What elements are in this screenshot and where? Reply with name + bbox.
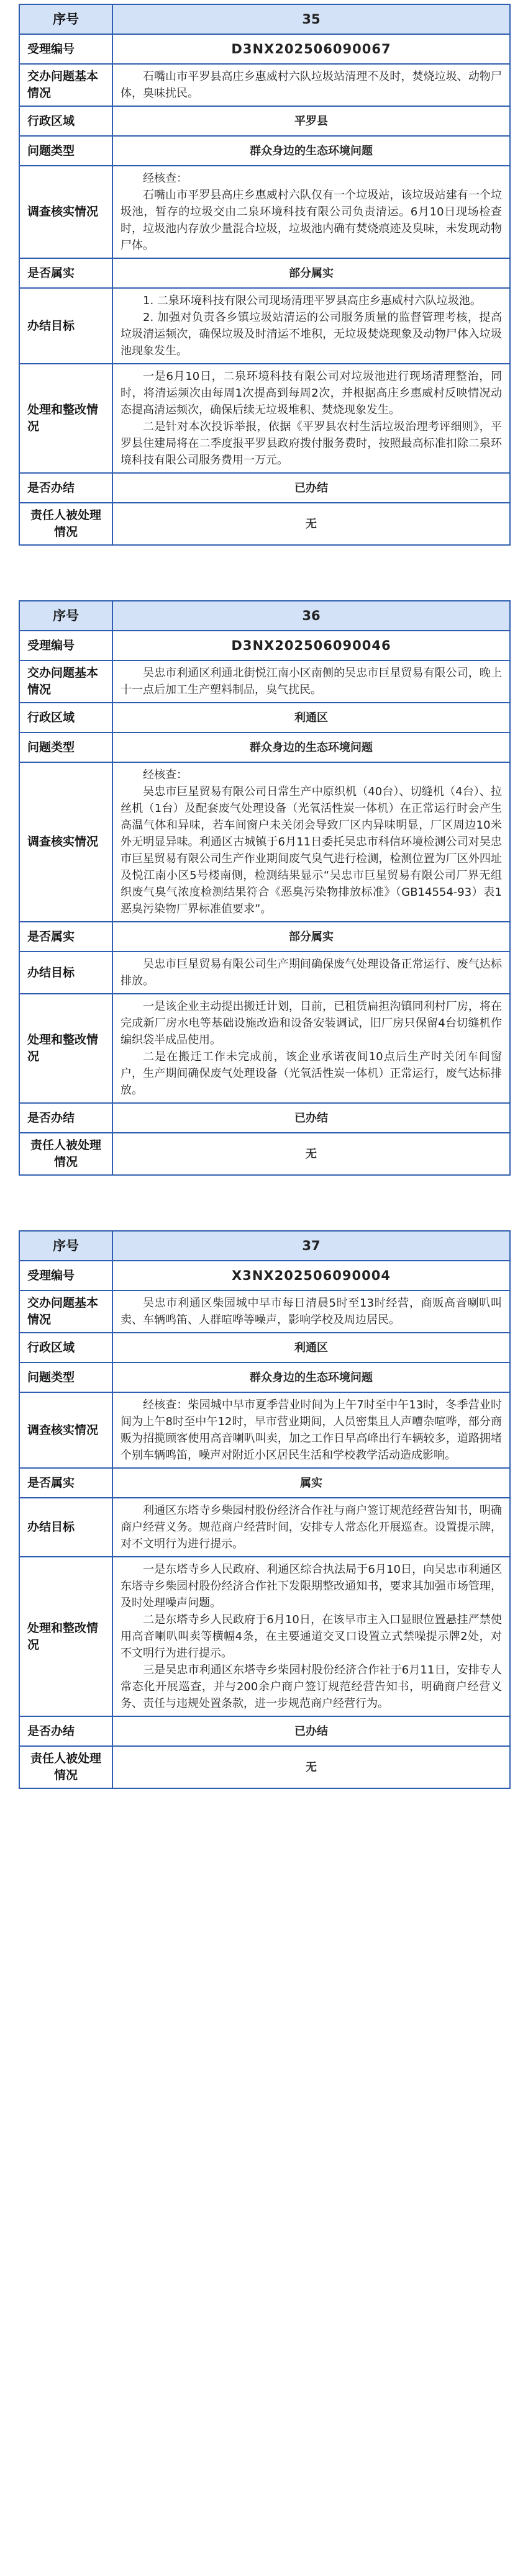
value-accountable: 无 <box>112 503 510 545</box>
label-goal: 办结目标 <box>19 288 112 364</box>
row-seq <box>19 4 510 34</box>
value-verify <box>112 166 510 258</box>
process-text: 二是针对本次投诉举报，依据《平罗县农村生活垃圾治理考评细则》，平罗县住建局将在二季度报平罗县政府拨付服务费时，按照最高标准扣除二泉环境科技有限公司服务费用一万元。 <box>121 420 502 467</box>
value-verify <box>112 762 510 922</box>
value-basic <box>112 660 510 703</box>
label-code: 受理编号 <box>19 1261 112 1290</box>
verify-text: 石嘴山市平罗县高庄乡惠威村六队仅有一个垃圾站，该垃圾站建有一个垃圾池，暂存的垃圾交由二泉环境科技有限公司负责清运。6月10日现场检查时，垃圾池内存放少量混合垃圾，垃圾池内确有焚烧痕迹及臭味，未发现动物尸体。 <box>121 189 502 252</box>
goal-text: 1. 二泉环境科技有限公司现场清理平罗县高庄乡惠威村六队垃圾池。 <box>143 294 481 307</box>
process-text: 一是6月10日，二泉环境科技有限公司对垃圾池进行现场清理整治，同时，将清运频次由每周1次提高到每周2次，并根据高庄乡惠威村反映情况动态提高清运频次，确保后续无垃圾堆积、焚烧现象发生。 <box>121 370 502 417</box>
row-code <box>19 34 510 64</box>
label-region: 行政区域 <box>19 106 112 136</box>
verify-text: 经核查：柴园城中早市夏季营业时间为上午7时至中午13时，冬季营业时间为上午8时至中午12时，早市营业期间，人员密集且人声嘈杂喧哗，部分商贩为招揽顾客使用高音喇叭叫卖，加之工作日早高峰出行车辆较多，道路拥堵个别车辆鸣笛，噪声对附近小区居民生活和学校教学活动造成影响。 <box>121 1398 502 1462</box>
row-goal <box>19 952 510 994</box>
label-is-done: 是否办结 <box>19 1716 112 1746</box>
value-verify <box>112 1392 510 1468</box>
label-verify: 调查核实情况 <box>19 166 112 258</box>
label-verify: 调查核实情况 <box>19 1392 112 1468</box>
value-region: 平罗县 <box>112 106 510 136</box>
label-basic: 交办问题基本情况 <box>19 64 112 106</box>
label-type: 问题类型 <box>19 136 112 166</box>
row-code <box>19 1261 510 1290</box>
value-process <box>112 994 510 1103</box>
process-text: 三是吴忠市利通区东塔寺乡柴园村股份经济合作社于6月11日，安排专人常态化开展巡查，并与200余户商户签订规范经营告知书，明确商户经营义务、责任与违规处置条款，进一步规范商户经营行为。 <box>121 1664 502 1710</box>
label-code: 受理编号 <box>19 631 112 660</box>
row-accountable <box>19 503 510 545</box>
value-basic <box>112 1290 510 1333</box>
process-text: 二是在搬迁工作未完成前，该企业承诺夜间10点后生产时关闭车间窗户，生产期间确保废气处理设备（光氧活性炭一体机）正常运行，废气达标排放。 <box>121 1050 502 1097</box>
row-accountable <box>19 1133 510 1175</box>
row-basic <box>19 660 510 703</box>
row-goal <box>19 1498 510 1557</box>
row-is-done <box>19 1103 510 1133</box>
label-seq: 序号 <box>19 601 112 631</box>
value-goal <box>112 952 510 994</box>
label-code: 受理编号 <box>19 34 112 64</box>
label-accountable: 责任人被处理情况 <box>19 503 112 545</box>
label-process: 处理和整改情况 <box>19 994 112 1103</box>
label-seq: 序号 <box>19 1231 112 1261</box>
verify-text: 吴忠市巨星贸易有限公司日常生产中原织机（40台）、切缝机（4台）、拉丝机（1台）及配套废气处理设备（光氧活性炭一体机）在正常运行时会产生高温气体和异味，若车间窗户未关闭会导致厂区内异味明显，厂区周边10米外无明显异味。利通区古城镇于6月11日委托吴忠市科信环境检测公司对吴忠市巨星贸易有限公司生产作业期间废气臭气进行检测，检测位置为厂区外四址及悦江南小区5号楼南侧，检测结果显示“吴忠市巨星贸易有限公司厂界无组织废气臭气浓度检测结果符合《恶臭污染物排放标准》（GB14554-93）表1恶臭污染物厂界标准值要求”。 <box>121 785 502 916</box>
value-is-true: 部分属实 <box>112 922 510 952</box>
case-card <box>19 600 509 1176</box>
row-seq <box>19 1231 510 1261</box>
case-table <box>19 4 511 546</box>
row-process <box>19 364 510 473</box>
label-process: 处理和整改情况 <box>19 1557 112 1716</box>
value-goal <box>112 1498 510 1557</box>
label-is-true: 是否属实 <box>19 1468 112 1498</box>
label-is-done: 是否办结 <box>19 473 112 503</box>
row-basic <box>19 1290 510 1333</box>
basic-text: 石嘴山市平罗县高庄乡惠威村六队垃圾站清理不及时，焚烧垃圾、动物尸体，臭味扰民。 <box>121 70 502 100</box>
label-region: 行政区域 <box>19 1333 112 1362</box>
value-process <box>112 1557 510 1716</box>
row-accountable <box>19 1746 510 1788</box>
value-goal <box>112 288 510 364</box>
value-type: 群众身边的生态环境问题 <box>112 136 510 166</box>
value-code: D3NX202506090067 <box>112 34 510 64</box>
case-table <box>19 1230 511 1789</box>
label-goal: 办结目标 <box>19 1498 112 1557</box>
row-region <box>19 106 510 136</box>
label-goal: 办结目标 <box>19 952 112 994</box>
value-type: 群众身边的生态环境问题 <box>112 732 510 762</box>
value-process <box>112 364 510 473</box>
label-is-true: 是否属实 <box>19 258 112 288</box>
value-is-done: 已办结 <box>112 1103 510 1133</box>
row-seq <box>19 601 510 631</box>
row-region <box>19 703 510 732</box>
value-seq: 36 <box>112 601 510 631</box>
row-verify <box>19 762 510 922</box>
label-seq: 序号 <box>19 4 112 34</box>
row-process <box>19 1557 510 1716</box>
case-table <box>19 600 511 1176</box>
row-type <box>19 732 510 762</box>
row-is-true <box>19 922 510 952</box>
case-card <box>19 1230 509 1789</box>
label-process: 处理和整改情况 <box>19 364 112 473</box>
label-type: 问题类型 <box>19 1362 112 1392</box>
value-seq: 35 <box>112 4 510 34</box>
value-region: 利通区 <box>112 1333 510 1362</box>
process-text: 一是东塔寺乡人民政府、利通区综合执法局于6月10日，向吴忠市利通区东塔寺乡柴园村股份经济合作社下发限期整改通知书，要求其加强市场管理，及时处理噪声问题。 <box>121 1563 502 1610</box>
basic-text: 吴忠市利通区利通北街悦江南小区南侧的吴忠市巨星贸易有限公司，晚上十一点后加工生产塑料制品，臭气扰民。 <box>121 667 502 696</box>
label-region: 行政区域 <box>19 703 112 732</box>
row-verify <box>19 1392 510 1468</box>
label-type: 问题类型 <box>19 732 112 762</box>
label-is-done: 是否办结 <box>19 1103 112 1133</box>
row-region <box>19 1333 510 1362</box>
value-code: X3NX202506090004 <box>112 1261 510 1290</box>
value-seq: 37 <box>112 1231 510 1261</box>
value-type: 群众身边的生态环境问题 <box>112 1362 510 1392</box>
label-is-true: 是否属实 <box>19 922 112 952</box>
verify-text: 经核查： <box>143 768 188 781</box>
value-is-done: 已办结 <box>112 1716 510 1746</box>
row-goal <box>19 288 510 364</box>
value-is-true: 属实 <box>112 1468 510 1498</box>
value-is-done: 已办结 <box>112 473 510 503</box>
goal-text: 2. 加强对负责各乡镇垃圾站清运的公司服务质量的监督管理考核，提高垃圾清运频次，确保垃圾及时清运不堆积，无垃圾焚烧现象及动物尸体入垃圾池现象发生。 <box>121 311 502 358</box>
value-basic <box>112 64 510 106</box>
value-region: 利通区 <box>112 703 510 732</box>
row-is-done <box>19 1716 510 1746</box>
row-type <box>19 136 510 166</box>
row-verify <box>19 166 510 258</box>
process-text: 二是东塔寺乡人民政府于6月10日，在该早市主入口显眼位置悬挂严禁使用高音喇叭叫卖等横幅4条，在主要通道交叉口设置立式禁噪提示牌2处，对不文明行为进行提示。 <box>121 1613 502 1660</box>
row-is-true <box>19 1468 510 1498</box>
label-verify: 调查核实情况 <box>19 762 112 922</box>
verify-text: 经核查： <box>143 172 188 185</box>
row-is-true <box>19 258 510 288</box>
goal-text: 吴忠市巨星贸易有限公司生产期间确保废气处理设备正常运行、废气达标排放。 <box>121 958 502 988</box>
value-code: D3NX202506090046 <box>112 631 510 660</box>
label-basic: 交办问题基本情况 <box>19 1290 112 1333</box>
row-code <box>19 631 510 660</box>
row-process <box>19 994 510 1103</box>
row-is-done <box>19 473 510 503</box>
label-accountable: 责任人被处理情况 <box>19 1133 112 1175</box>
label-accountable: 责任人被处理情况 <box>19 1746 112 1788</box>
value-accountable: 无 <box>112 1746 510 1788</box>
label-basic: 交办问题基本情况 <box>19 660 112 703</box>
case-card <box>19 4 509 546</box>
row-basic <box>19 64 510 106</box>
value-is-true: 部分属实 <box>112 258 510 288</box>
row-type <box>19 1362 510 1392</box>
basic-text: 吴忠市利通区柴园城中早市每日清晨5时至13时经营，商贩高音喇叭叫卖、车辆鸣笛、人群喧哗等噪声，影响学校及周边居民。 <box>121 1297 502 1326</box>
value-accountable: 无 <box>112 1133 510 1175</box>
goal-text: 利通区东塔寺乡柴园村股份经济合作社与商户签订规范经营告知书，明确商户经营义务。规范商户经营时间，安排专人常态化开展巡查。设置提示牌，对不文明行为进行提示。 <box>121 1504 502 1551</box>
process-text: 一是该企业主动提出搬迁计划，目前，已租赁扁担沟镇同利村厂房，将在完成新厂房水电等基础设施改造和设备安装调试，旧厂房只保留4台切缝机作编织袋半成品使用。 <box>121 1000 502 1047</box>
